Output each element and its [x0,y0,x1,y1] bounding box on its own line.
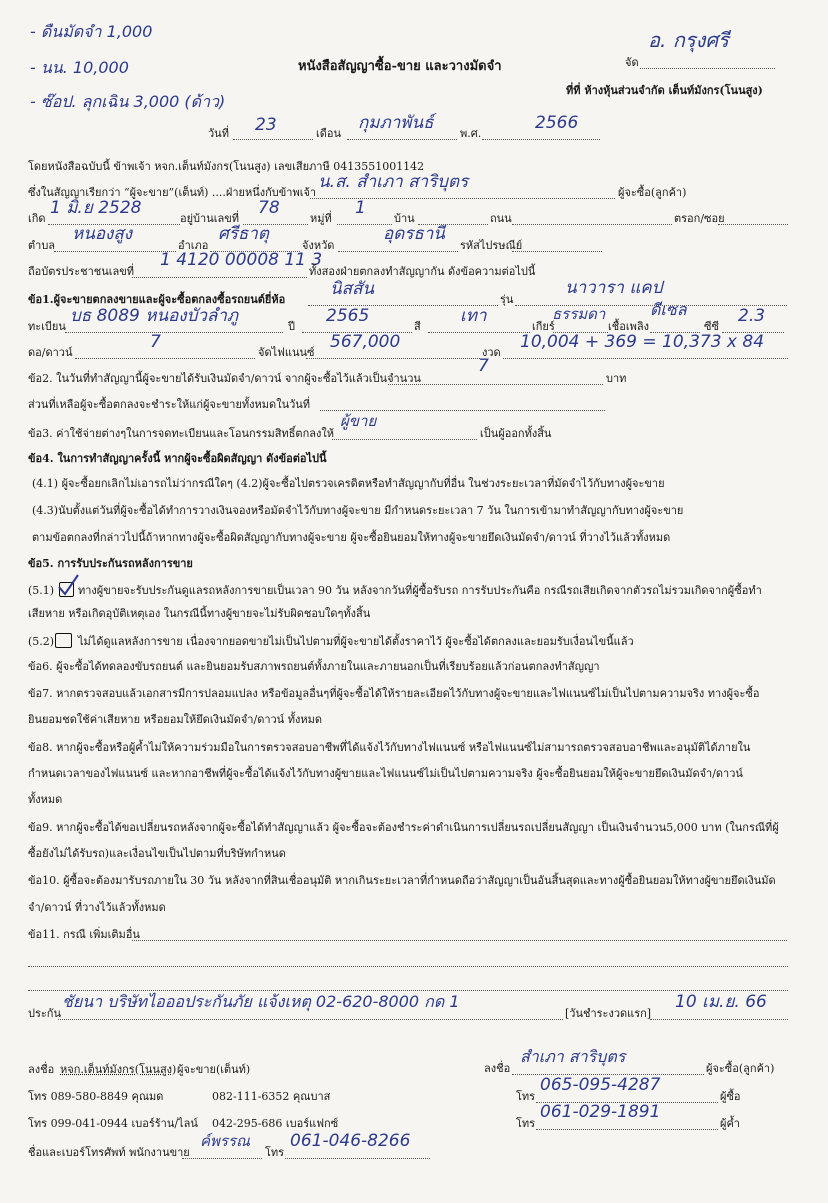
guarantor-phone-label: โทร [516,1117,536,1130]
clause4-3a: (4.3)นับตั้งแต่วันที่ผู้จะซื้อได้ทำการวางเงินจองหรือมัดจำไว้กับทางผู้จะขาย มีกำหนดระยะเวลา 7 วัน ในการเข้ามาทำสัญญากับทางผู้จะขาย [32,504,684,517]
staff-phone: 061-046-8266 [290,1131,411,1151]
margin-note-1: - ดืนมัดจำ 1,000 [30,22,153,41]
postal-label: รหัสไปรษณีย์ [460,239,523,252]
clause11: ข้อ11. กรณี เพิ่มเติมอื่น [28,928,140,941]
clause8b: กำหนดเวลาของไฟแนนซ์ และหากอาชีพที่ผู้จะซื้อได้แจ้งไว้กับทางผู้ขายและไฟแนนซ์ไม่เป็นไปตามความจริง ผู้จะซื้อยินยอมให้ผู้จะขายยึดเงินมัดจำ/ดาวน์ [28,767,743,780]
price-value: 7 [150,332,161,352]
clause9a: ข้อ9. หากผู้จะซื้อได้ขอเปลี่ยนรถหลังจากผู้จะซื้อได้ทำสัญญาแล้ว ผู้จะซื้อจะต้องชำระค่าดำเนินการเปลี่ยนรถเปลี่ยนสัญญา เป็นเงินจำนวน5,000 บาท (ในกรณีที่ผู้ [28,821,779,834]
day-label: วันที่ [208,127,229,140]
gear-value: ธรรมดา [552,305,606,323]
province-value: อุดรธานี [383,224,445,244]
province-label: จัด [625,56,639,69]
clause2b: ส่วนที่เหลือผู้จะซื้อตกลงจะชำระให้แก่ผู้จะขายทั้งหมดในวันที่ [28,398,311,411]
first-due-label: [วันชำระงวดแรก] [565,1007,652,1020]
seller-sign-label: ลงชื่อ [28,1063,55,1076]
month-label: เดือน [316,127,342,140]
fuel-value: ดีเซล [650,300,687,319]
amphoe-value: ศรีธาตุ [218,224,269,244]
vehicle-model: นาวารา แคป [565,278,663,298]
buyer-phone-role: ผู้ซื้อ [720,1090,741,1103]
day-value: 23 [255,115,277,135]
phone-2: 082-111-6352 คุณบาส [212,1090,331,1103]
branch-value: อ. กรุงศรี [648,28,729,52]
clause10a: ข้อ10. ผู้ซื้อจะต้องมารับรถภายใน 30 วัน หลังจากที่สินเชื่ออนุมัติ หากเกินระยะเวลาที่กำหนดถือว่าสัญญาเป็นอันสิ้นสุดและทางผู้ซื้อยินยอมให้ทางผู้ขายยึดเงินมัด [28,874,776,887]
insurance-value: ชัยนา บริษัทไอออประกันภัย แจ้งเหตุ 02-620-8000 กด 1 [62,992,460,1011]
address-label: อยู่บ้านเลขที่ [180,212,240,225]
clause10b: จำ/ดาวน์ ที่วางไว้แล้วทั้งหมด [28,901,166,914]
buyer-role: ผู้จะซื้อ(ลูกค้า) [618,186,687,199]
clause3-tail: เป็นผู้ออกทั้งสิ้น [480,427,552,440]
guarantor-role: ผู้ค้ำ [720,1117,740,1130]
buyer-phone-label: โทร [516,1090,536,1103]
clause4-3b: ตามข้อตกลงที่กล่าวไปนี้ถ้าหากทางผู้จะซื้อผิดสัญญากับทางผู้จะขาย ผู้จะซื้อยินยอมให้ทางผู้จะขายยึดเงินมัดจำ/ดาวน์ ที่วางไว้แล้วทั้งหมด [32,531,671,544]
installment-label: งวด [482,346,501,359]
phone-1: โทร 089-580-8849 คุณมด [28,1090,164,1103]
staff-phone-label: โทร [265,1146,285,1159]
road-label: ถนน [490,212,512,225]
baht-label: บาท [606,372,627,385]
birth-label: เกิด [28,212,46,225]
buyer-role-2: ผู้จะซื้อ(ลูกค้า) [706,1062,775,1075]
year-label-2: ปี [288,320,295,333]
clause4-1: (4.1) ผู้จะซื้อยกเลิกไม่เอารถไม่ว่ากรณีใดๆ (4.2)ผู้จะซื้อไปตรวจเครดิตหรือทำสัญญากับที่อื่น ในช่วงระยะเวลาที่มัดจำไว้กับทางผู้จะขาย [32,477,665,490]
checkmark-icon [54,572,80,598]
phone-4: 042-295-686 เบอร์แฟกซ์ [212,1117,339,1130]
month-value: กุมภาพันธ์ [358,113,434,133]
year-value: 2566 [535,113,579,133]
soi-label: ตรอก/ซอย [674,212,725,225]
clause7b: ยินยอมชดใช้ค่าเสียหาย หรือยอมให้ยึดเงินมัดจำ/ดาวน์ ทั้งหมด [28,713,322,726]
clause5-2-label: (5.2) [28,635,55,648]
first-due-value: 10 เม.ย. 66 [675,992,767,1012]
page-title: หนังสือสัญญาซื้อ-ขาย และวางมัดจำ [298,59,502,74]
clause1-label: ข้อ1.ผู้จะขายตกลงขายและผู้จะซื้อตกลงซื้อรถยนต์ยี่ห้อ [28,293,286,306]
clause7a: ข้อ7. หากตรวจสอบแล้วเอกสารมีการปลอมแปลง หรือข้อมูลอื่นๆที่ผู้จะซื้อได้ให้รายละเอียดไว้กับทางผู้จะขายและไฟแนนซ์ไม่เป็นไปตามความจริง ทางผู้จะซื้อ [28,687,760,700]
clause2a-value: 7 [478,356,489,376]
staff-name: ค์พรรณ [200,1132,250,1150]
vehicle-year: 2565 [326,306,370,326]
vehicle-color: เทา [460,306,487,326]
vehicle-brand: นิสสัน [330,279,374,299]
phone-3: โทร 099-041-0944 เบอร์ร้าน/ไลน์ [28,1117,198,1130]
clause8c: ทั้งหมด [28,793,63,806]
insurance-label: ประกัน [28,1007,61,1020]
clause4-heading: ข้อ4. ในการทำสัญญาครั้งนี้ หากผู้จะซื้อผิดสัญญา ดังข้อต่อไปนี้ [28,452,327,465]
house-no: 78 [258,198,280,218]
province-label-2: จังหวัด [302,239,335,252]
installment-value: 10,004 + 369 = 10,373 x 84 [520,332,765,352]
clause3: ข้อ3. ค่าใช้จ่ายต่างๆในการจดทะเบียนและโอนกรรมสิทธิ์ตกลงให้ [28,427,334,440]
intro-text: โดยหนังสือฉบับนี้ ข้าพเจ้า หจก.เต็นท์มังกร(โนนสูง) เลขเสียภาษี 0413551001142 [28,160,425,173]
clause5-1-text2: เสียหาย หรือเกิดอุบัติเหตุเอง ในกรณีนี้ทางผู้ขายจะไม่รับผิดชอบใดๆทั้งสิ้น [28,607,371,620]
location: ที่ที่ ห้างหุ้นส่วนจำกัด เต็นท์มังกร(โนนสูง) [566,84,763,97]
clause5-1-text: ทางผู้ขายจะรับประกันดูแลรถหลังการขายเป็นเวลา 90 วัน หลังจากวันที่ผู้ซื้อรับรถ การรับประกันคือ กรณีรถเสียเกิดจากตัวรถไม่รวมเกิดจากผู้ซื้อทำ [78,584,762,597]
buyer-name: น.ส. สำเภา สาริบุตร [318,172,469,192]
tambon-label: ตำบล [28,239,56,252]
clause5-2-text: ไม่ได้ดูแลหลังการขาย เนื่องจากยอดขายไม่เป็นไปตามที่ผู้จะขายได้ตั้งราคาไว้ ผู้จะซื้อได้ตกลงและยอมรับเงื่อนไขนี้แล้ว [78,635,634,648]
registration-label: ทะเบียน [28,320,66,333]
id-number: 1 4120 00008 11 3 [160,250,323,270]
price-label: ดอ/ดาวน์ [28,346,73,359]
seller-role: ผู้จะขาย(เต็นท์) [177,1063,251,1076]
margin-note-2: - นน. 10,000 [30,58,129,77]
guarantor-phone: 061-029-1891 [540,1102,661,1122]
registration-value: บธ 8089 หนองบัวลำภู [70,306,239,326]
clause6: ข้อ6. ผู้จะซื้อได้ทดลองขับรถยนต์ และยินยอมรับสภาพรถยนต์ทั้งภายในและภายนอกเป็นที่เรียบร้อยแล้วก่อนตกลงทำสัญญา [28,660,600,673]
color-label: สี [414,320,421,333]
gear-label: เกียร์ [532,320,555,333]
buyer-phone: 065-095-4287 [540,1075,661,1095]
amphoe-label: อำเภอ [178,239,209,252]
buyer-sign-label: ลงชื่อ [484,1062,511,1075]
cc-label: ซีซี [704,320,719,333]
tambon-value: หนองสูง [72,224,133,244]
village-label: บ้าน [394,212,415,225]
id-label: ถือบัตรประชาชนเลขที่ [28,265,134,278]
year-label: พ.ศ. [460,127,482,140]
staff-label: ชื่อและเบอร์โทรศัพท์ พนักงานขาย [28,1146,190,1159]
clause3-value: ผู้ขาย [340,412,377,430]
moo-value: 1 [355,198,366,218]
buyer-signature: สำเภา สาริบุตร [520,1047,626,1066]
finance-value: 567,000 [330,332,401,352]
fuel-label: เชื้อเพลิง [608,320,649,333]
clause8a: ข้อ8. หากผู้จะซื้อหรือผู้ค้ำไม่ให้ความร่วมมือในการตรวจสอบอาชีพที่ได้แจ้งไว้กับทางไฟแนนซ์ หรือไฟแนนซ์ไม่สามารถตรวจสอบอาชีพและอนุมัติได้ภายใน [28,741,751,754]
clause9b: ซื้อยังไม่ได้รับรถ)และเงื่อนไขเป็นไปตามที่บริษัทกำหนด [28,847,286,860]
finance-label: จัดไฟแนนซ์ [258,346,315,359]
margin-note-3: - ซ๊อป. ลุกเฉิน 3,000 (ด้าว) [30,92,226,111]
seller-name: หจก.เต็นท์มังกร(โนนสูง) [60,1063,177,1076]
clause5-1-label: (5.1) [28,584,55,597]
no-warranty-checkbox[interactable] [55,633,72,648]
seller-intro: ซึ่งในสัญญาเรียกว่า “ผู้จะขาย”(เต็นท์) ....ฝ่ายหนึ่งกับข้าพเจ้า [28,186,317,199]
moo-label: หมู่ที่ [310,212,332,225]
clause5-heading: ข้อ5. การรับประกันรถหลังการขาย [28,557,193,570]
clause2a: ข้อ2. ในวันที่ทำสัญญานี้ผู้จะขายได้รับเงินมัดจำ/ดาวน์ จากผู้จะซื้อไว้แล้วเป็นจำนวน [28,372,421,385]
cc-value: 2.3 [738,306,766,326]
model-label: รุ่น [500,293,514,306]
birth-date: 1 มิ.ย 2528 [50,198,142,218]
id-tail: ทั้งสองฝ่ายตกลงทำสัญญากัน ดังข้อความต่อไปนี้ [309,265,536,278]
